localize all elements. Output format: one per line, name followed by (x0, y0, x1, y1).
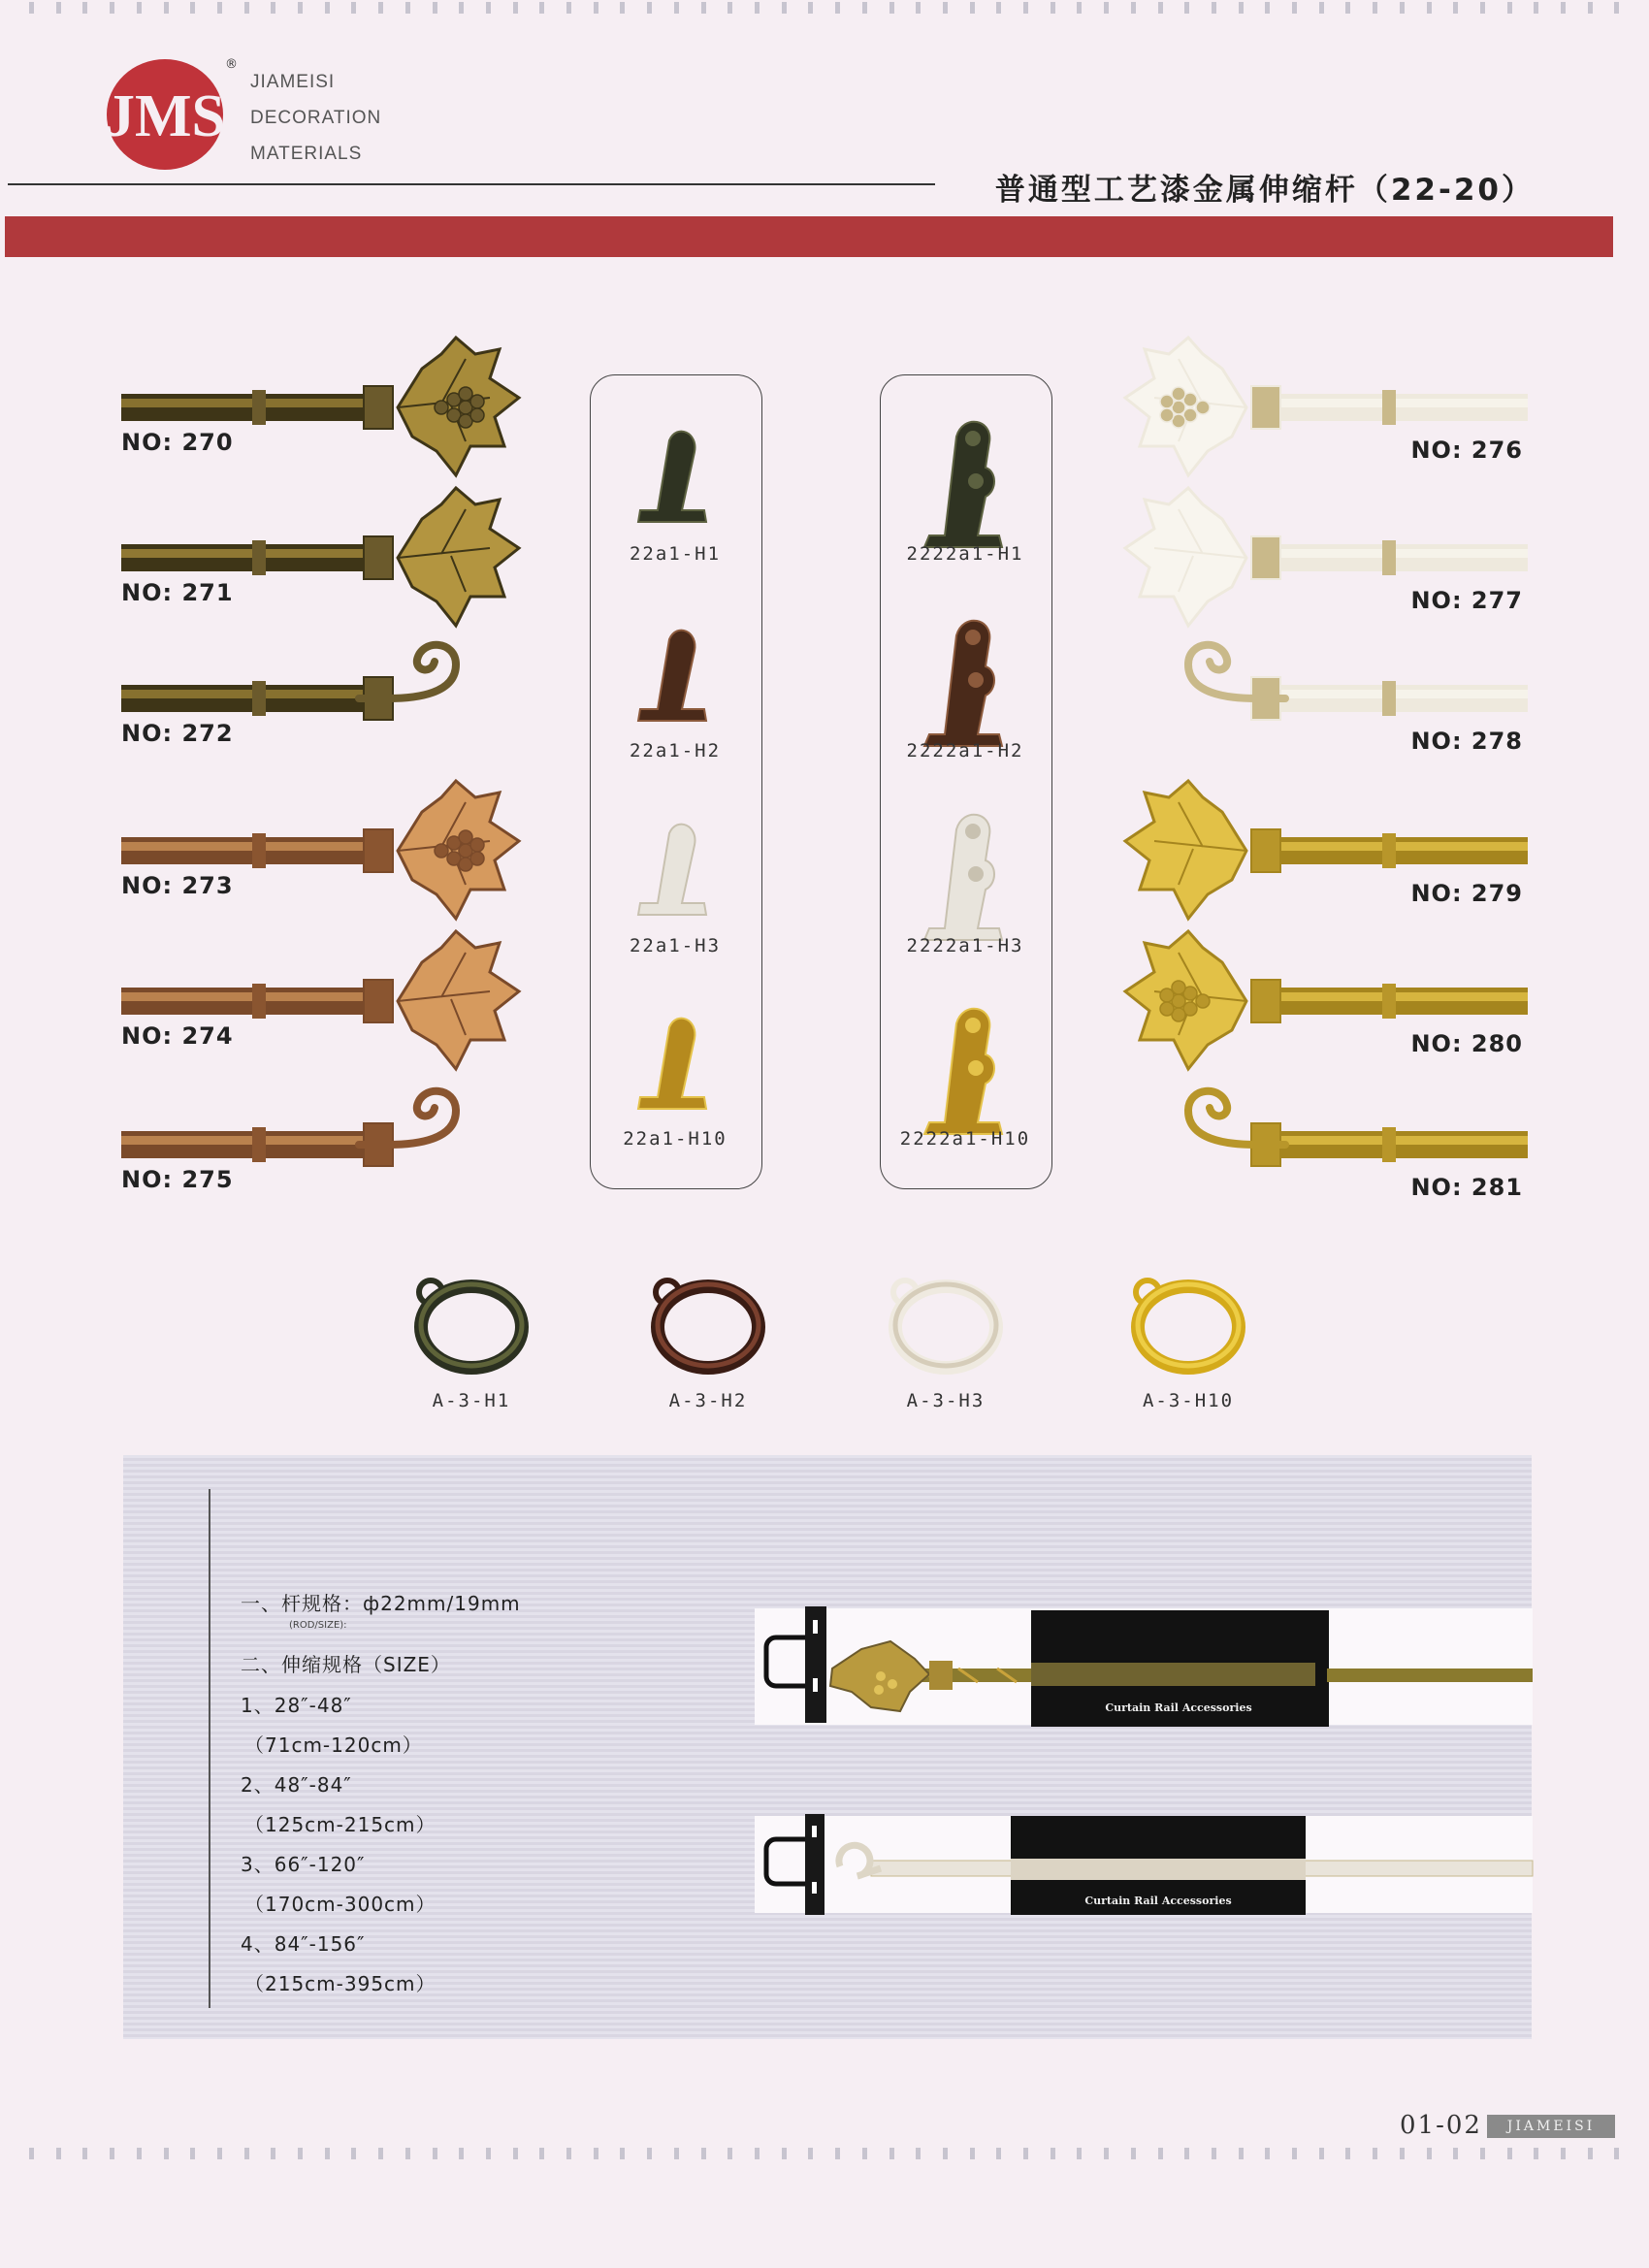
svg-text:®: ® (225, 57, 238, 72)
dot (271, 2148, 275, 2159)
dot (862, 2148, 867, 2159)
dot (217, 2148, 222, 2159)
rod-number-label: NO: 277 (1410, 587, 1523, 614)
dot (82, 2, 87, 14)
brand-line-1: JIAMEISI (250, 72, 336, 92)
size-range-cm: （71cm-120cm） (244, 1733, 423, 1757)
rod-number-label: NO: 271 (121, 579, 234, 606)
dot (110, 2148, 114, 2159)
maple-leaf-icon (1125, 488, 1246, 626)
dot (1292, 2148, 1297, 2159)
header-color-bar (5, 216, 1613, 257)
dot (1507, 2, 1512, 14)
double-bracket-1 (924, 422, 1002, 547)
dot (943, 2148, 948, 2159)
package-label-gold: Curtain Rail Accessories (1105, 1701, 1252, 1714)
dot (513, 2148, 518, 2159)
dot (325, 2, 330, 14)
spec-divider (209, 1489, 210, 2008)
dot (755, 2148, 760, 2159)
dot (1265, 2, 1270, 14)
dot (378, 2148, 383, 2159)
dot (1561, 2, 1566, 14)
header-rule (8, 183, 935, 185)
bracket-code: 2222a1-H1 (906, 543, 1024, 565)
dot (1051, 2148, 1055, 2159)
rod-number-label: NO: 274 (121, 1022, 234, 1050)
dot (728, 2, 732, 14)
rod-number-label: NO: 281 (1410, 1174, 1523, 1201)
curtain-ring-3 (893, 1280, 996, 1368)
dot (378, 2, 383, 14)
dot (916, 2148, 921, 2159)
brand-name (250, 64, 381, 172)
rod-number-label: NO: 273 (121, 872, 234, 899)
package-illustration-gold (755, 1599, 1533, 1734)
brackets-art (590, 374, 1051, 1187)
grape-leaf-icon (1125, 338, 1246, 475)
dot (1480, 2148, 1485, 2159)
dot (1051, 2, 1055, 14)
rod-number-label: NO: 279 (1410, 880, 1523, 907)
dot (271, 2, 275, 14)
dot (298, 2, 303, 14)
dot (1184, 2, 1189, 14)
dot (164, 2148, 169, 2159)
dot (459, 2, 464, 14)
ring-code: A-3-H3 (906, 1390, 986, 1411)
size-range-cm: （125cm-215cm） (244, 1813, 436, 1836)
grape-leaf-icon (1125, 931, 1246, 1069)
dot (1373, 2148, 1377, 2159)
dot (889, 2148, 894, 2159)
dot (1077, 2, 1082, 14)
dot (782, 2, 787, 14)
double-bracket-4 (924, 1009, 1002, 1134)
package-illustration-white (755, 1810, 1533, 1921)
dot (298, 2148, 303, 2159)
dot (1184, 2148, 1189, 2159)
bracket-code: 22a1-H2 (629, 740, 722, 761)
dot (1588, 2148, 1593, 2159)
dot (1104, 2, 1109, 14)
dot (862, 2, 867, 14)
bracket-code: 2222a1-H10 (899, 1128, 1031, 1150)
svg-text:JMS: JMS (105, 83, 225, 149)
dot (110, 2, 114, 14)
grape-leaf-icon (398, 338, 519, 475)
dot (782, 2148, 787, 2159)
size-range-cm: （170cm-300cm） (244, 1893, 436, 1916)
dot (1561, 2148, 1566, 2159)
rod-number-label: NO: 276 (1410, 437, 1523, 464)
dot (1534, 2148, 1538, 2159)
rod-number-label: NO: 272 (121, 720, 234, 747)
rod-number-label: NO: 275 (121, 1166, 234, 1193)
maple-leaf-icon (398, 931, 519, 1069)
page-title: 普通型工艺漆金属伸缩杆（22-20） (994, 173, 1535, 208)
dot (943, 2, 948, 14)
dot (1239, 2, 1244, 14)
dot (674, 2, 679, 14)
dot (190, 2, 195, 14)
bracket-code: 22a1-H10 (623, 1128, 728, 1150)
dot (190, 2148, 195, 2159)
dot (433, 2, 437, 14)
dot (29, 2, 34, 14)
dot (594, 2, 598, 14)
dot (647, 2148, 652, 2159)
dot (351, 2, 356, 14)
page-number: 01-02 (1400, 2111, 1482, 2140)
rods-left-column (116, 330, 582, 1203)
dot (1023, 2, 1028, 14)
single-bracket-4 (638, 1019, 706, 1109)
dot (1400, 2148, 1405, 2159)
dot (916, 2, 921, 14)
double-bracket-2 (924, 621, 1002, 746)
dot (728, 2148, 732, 2159)
maple-leaf-icon (1125, 781, 1246, 919)
dot (1158, 2148, 1163, 2159)
dot (1077, 2148, 1082, 2159)
maple-leaf-icon (398, 488, 519, 626)
dot (970, 2148, 975, 2159)
dot (808, 2, 813, 14)
dot (889, 2, 894, 14)
dot (433, 2148, 437, 2159)
dot (29, 2148, 34, 2159)
dot (325, 2148, 330, 2159)
dot (594, 2148, 598, 2159)
dot (1480, 2, 1485, 14)
curtain-ring-4 (1136, 1280, 1239, 1368)
dot (1131, 2148, 1136, 2159)
dot (405, 2148, 410, 2159)
size-range-inch: 4、84″-156″ (241, 1932, 366, 1956)
dot (835, 2148, 840, 2159)
dot (1400, 2, 1405, 14)
rod-number-label: NO: 280 (1410, 1030, 1523, 1057)
dot (351, 2148, 356, 2159)
dot (566, 2, 571, 14)
dot (1507, 2148, 1512, 2159)
dot (1212, 2148, 1216, 2159)
dot (1614, 2148, 1619, 2159)
rod-number-label: NO: 278 (1410, 728, 1523, 755)
dot (459, 2148, 464, 2159)
single-bracket-1 (638, 432, 706, 522)
size-range-inch: 1、28″-48″ (241, 1694, 352, 1717)
dot (486, 2148, 491, 2159)
rod-size-spec-en: (ROD/SIZE): (289, 1620, 347, 1631)
dot (137, 2148, 142, 2159)
dot (1158, 2, 1163, 14)
curtain-ring-1 (419, 1280, 522, 1368)
dot (620, 2, 625, 14)
bracket-code: 2222a1-H3 (906, 935, 1024, 956)
top-dot-band (29, 2, 1620, 16)
brand-line-3: MATERIALS (250, 144, 363, 164)
bracket-code: 2222a1-H2 (906, 740, 1024, 761)
size-spec-title: 二、伸缩规格（SIZE） (241, 1653, 451, 1676)
size-range-inch: 2、48″-84″ (241, 1773, 352, 1797)
dot (755, 2, 760, 14)
dot (1614, 2, 1619, 14)
dot (674, 2148, 679, 2159)
dot (1588, 2, 1593, 14)
dot (996, 2148, 1001, 2159)
dot (970, 2, 975, 14)
dot (1427, 2148, 1432, 2159)
dot (244, 2148, 249, 2159)
dot (1453, 2, 1458, 14)
package-label-white: Curtain Rail Accessories (1084, 1895, 1232, 1907)
dot (808, 2148, 813, 2159)
dot (56, 2, 61, 14)
dot (217, 2, 222, 14)
dot (513, 2, 518, 14)
curtain-ring-2 (656, 1280, 759, 1368)
dot (701, 2148, 706, 2159)
ring-code: A-3-H1 (432, 1390, 511, 1411)
dot (1319, 2, 1324, 14)
dot (164, 2, 169, 14)
grape-leaf-icon (398, 781, 519, 919)
dot (486, 2, 491, 14)
rod-6 (121, 1091, 456, 1166)
bracket-code: 22a1-H3 (629, 935, 722, 956)
dot (137, 2, 142, 14)
bracket-code: 22a1-H1 (629, 543, 722, 565)
size-range-inch: 3、66″-120″ (241, 1853, 366, 1876)
dot (566, 2148, 571, 2159)
dot (620, 2148, 625, 2159)
ring-code: A-3-H10 (1142, 1390, 1235, 1411)
rings-art (378, 1261, 1290, 1387)
dot (244, 2, 249, 14)
dot (1292, 2, 1297, 14)
dot (1345, 2, 1350, 14)
dot (1023, 2148, 1028, 2159)
size-range-cm: （215cm-395cm） (244, 1972, 436, 1995)
dot (405, 2, 410, 14)
dot (1534, 2, 1538, 14)
ring-code: A-3-H2 (668, 1390, 748, 1411)
rod-3 (121, 645, 456, 720)
single-bracket-3 (638, 825, 706, 915)
dot (56, 2148, 61, 2159)
jms-logo (105, 54, 238, 173)
rod-number-label: NO: 270 (121, 429, 234, 456)
dot (701, 2, 706, 14)
single-bracket-2 (638, 631, 706, 721)
dot (539, 2, 544, 14)
dot (1319, 2148, 1324, 2159)
footer-brand-tag: JIAMEISI (1487, 2115, 1615, 2138)
dot (1345, 2148, 1350, 2159)
dot (1131, 2, 1136, 14)
dot (1104, 2148, 1109, 2159)
dot (82, 2148, 87, 2159)
brand-line-2: DECORATION (250, 108, 382, 128)
dot (1239, 2148, 1244, 2159)
dot (1265, 2148, 1270, 2159)
double-bracket-3 (924, 815, 1002, 940)
dot (539, 2148, 544, 2159)
rod-3 (1188, 645, 1528, 720)
rod-6 (1188, 1091, 1528, 1166)
bottom-dot-band (29, 2148, 1620, 2161)
dot (835, 2, 840, 14)
rod-size-spec: 一、杆规格：ф22mm/19mm (241, 1592, 521, 1615)
dot (1373, 2, 1377, 14)
dot (1427, 2, 1432, 14)
dot (996, 2, 1001, 14)
dot (1212, 2, 1216, 14)
dot (647, 2, 652, 14)
dot (1453, 2148, 1458, 2159)
